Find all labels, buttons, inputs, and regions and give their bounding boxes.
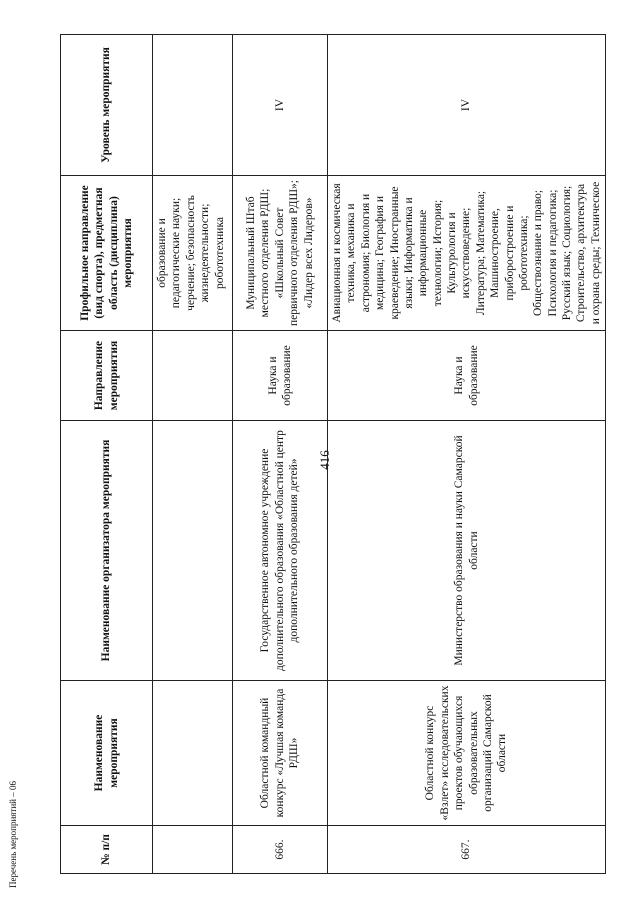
header-org: Наименование организатора мероприятия xyxy=(61,421,153,681)
footer-note: Перечень мероприятий – 06 xyxy=(8,781,18,888)
table-row-continuation xyxy=(153,35,233,874)
cell-direction: Наука и образование xyxy=(328,331,606,421)
header-direction: Направление мероприятия xyxy=(61,331,153,421)
cell-org: Министерство образования и науки Самарской области xyxy=(328,421,606,681)
header-name: Наименование мероприятия xyxy=(61,681,153,826)
header-level: Уровень мероприятия xyxy=(61,35,153,176)
header-num: № п/п xyxy=(61,826,153,874)
cell-level: IV xyxy=(328,35,606,176)
cell-level: IV xyxy=(233,35,328,176)
cell-empty xyxy=(153,35,233,176)
cell-num: 666. xyxy=(233,826,328,874)
cell-empty xyxy=(153,421,233,681)
cell-profile: Авиационная и космическая техника, механика и астрономия; Биология и медицина; География и краеведение; Иностранные языки; Информатика и информационные технологии; История; Культурология и искусствоведение; Литература; Математика; Машиностроение, приборостроение и робототехника; Обществознание и право; Психология и педагогика; Русский язык; Социология; Строительство, архитектура и охрана среды; Техническое xyxy=(328,176,606,331)
cell-org: Государственное автономное учреждение дополнительного образования «Областной центр дополнительного образования детей» xyxy=(233,421,328,681)
table-header-row xyxy=(61,35,153,874)
header-profile: Профильное направление (вид спорта), предметная область (дисциплина) мероприятия xyxy=(61,176,153,331)
table-row xyxy=(328,35,606,874)
table-row xyxy=(233,35,328,874)
cell-name: Областной командный конкурс «Лучшая команда РДШ» xyxy=(233,681,328,826)
cell-direction: Наука и образование xyxy=(233,331,328,421)
cell-profile: Муниципальный Штаб местного отделения РДШ; «Школьный Совет первичного отделения РДШ»; «Лидер всех Лидеров» xyxy=(233,176,328,331)
cell-name: Областной конкурс «Взлет» исследовательских проектов обучающихся образовательных организаций Самарской области xyxy=(328,681,606,826)
cell-profile: образование и педагогические науки; черчение; безопасность жизнедеятельности; робототехника xyxy=(153,176,233,331)
cell-num: 667. xyxy=(328,826,606,874)
rotated-table-container xyxy=(60,34,600,874)
cell-empty xyxy=(153,331,233,421)
cell-empty xyxy=(153,681,233,826)
cell-empty xyxy=(153,826,233,874)
events-table xyxy=(60,34,606,874)
page-number: 416 xyxy=(317,450,332,470)
